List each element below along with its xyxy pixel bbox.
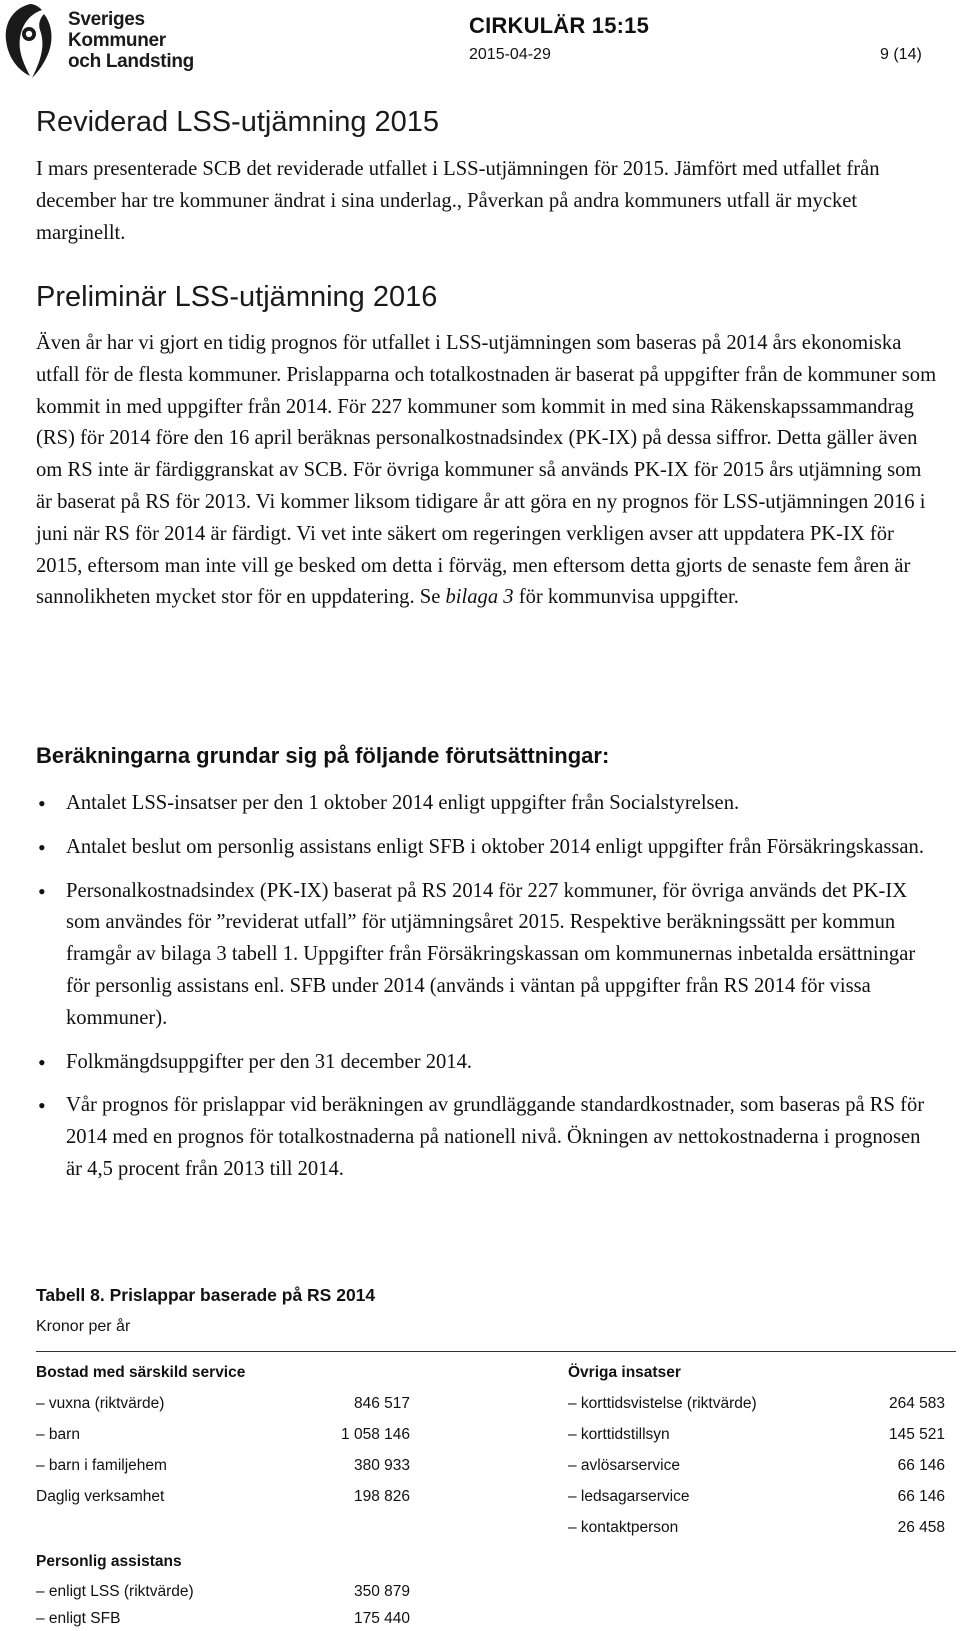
table-row-label: – vuxna (riktvärde) (36, 1395, 165, 1412)
section-heading-revised: Reviderad LSS-utjämning 2015 (36, 106, 440, 138)
table-unit: Kronor per år (36, 1318, 131, 1335)
table-row-value: 264 583 (888, 1395, 945, 1412)
table-row-label: Daglig verksamhet (36, 1488, 165, 1505)
table-row-label: – kontaktperson (568, 1519, 679, 1536)
logo-emblem-icon (0, 0, 60, 80)
section-heading-preliminary: Preliminär LSS-utjämning 2016 (36, 281, 438, 313)
table-row-value: 350 879 (353, 1583, 410, 1600)
table-row-label: – barn i familjehem (36, 1457, 167, 1474)
table-caption: Tabell 8. Prislappar baserade på RS 2014 (36, 1285, 376, 1305)
table-row-value: 198 826 (353, 1488, 410, 1505)
document-type: CIRKULÄR 15:15 (469, 13, 650, 38)
table-row-label: – ledsagarservice (568, 1488, 690, 1505)
table-row-value: 66 146 (897, 1488, 945, 1505)
logo-text-line: och Landsting (68, 51, 194, 72)
attachment-reference-link[interactable]: bilaga 3 (445, 586, 514, 609)
section-heading-assumptions: Beräkningarna grundar sig på följande förutsättningar: (36, 743, 610, 768)
table-row-label: – barn (36, 1426, 80, 1443)
page-number: 9 (14) (880, 46, 922, 63)
table-row-label: – avlösarservice (568, 1457, 680, 1474)
list-item: • Vår prognos för prislappar vid beräkningen av grundläggande standardkostnader, som baseras på RS för 2014 med en prognos för totalkostnaderna på nationell nivå. Ökningen av nettokostnaderna i prognosen är 4,5 procent från 2013 till 2014. (36, 1090, 941, 1185)
table-row-value: 846 517 (353, 1395, 410, 1412)
table-group-title: Övriga insatser (568, 1364, 681, 1381)
table-row-value: 380 933 (353, 1457, 410, 1474)
table-row-label: – enligt LSS (riktvärde) (36, 1583, 194, 1600)
table-group-title: Personlig assistans (36, 1553, 182, 1570)
paragraph-revised: I mars presenterade SCB det reviderade utfallet i LSS-utjämningen för 2015. Jämfört med utfallet från december har tre kommuner ändrat i sina underlag., Påverkan på andra kommuners utfall är mycket marginellt. (36, 158, 880, 244)
table-row-label: – korttidstillsyn (568, 1426, 670, 1443)
assumption-list (36, 788, 941, 1198)
list-item: • Antalet LSS-insatser per den 1 oktober 2014 enligt uppgifter från Socialstyrelsen. (36, 788, 941, 820)
list-item: • Antalet beslut om personlig assistans enligt SFB i oktober 2014 enligt uppgifter från Försäkringskassan. (36, 832, 941, 864)
table-row-label: – enligt SFB (36, 1610, 121, 1627)
paragraph-text: för kommunvisa uppgifter. (513, 586, 739, 609)
list-item: • Folkmängdsuppgifter per den 31 december 2014. (36, 1047, 941, 1079)
organization-logo (0, 0, 200, 82)
table-row-value: 145 521 (888, 1426, 945, 1443)
table-row-label: – korttidsvistelse (riktvärde) (568, 1395, 757, 1412)
logo-text-line: Sveriges (68, 9, 145, 30)
paragraph-preliminary (36, 328, 941, 614)
table-group-title: Bostad med särskild service (36, 1364, 246, 1381)
table-row-value: 1 058 146 (341, 1426, 410, 1443)
paragraph-text: Även år har vi gjort en tidig prognos för utfallet i LSS-utjämningen som baseras på 2014 års ekonomiska utfall för de flesta kommuner. Prislapparna och totalkostnaden är baserat på uppgifter från de kommuner som kommit in med uppgifter från 2014. För 227 kommuner som kommit in med sina Räkenskapssammandrag (RS) för 2014 före den 16 april beräknas personalkostnadsindex (PK-IX) på dessa siffror. Detta gäller även om RS inte är färdiggranskat av SCB. För övriga kommuner så används PK-IX för 2015 års utjämning som är baserat på RS för 2013. Vi kommer liksom tidigare år att göra en ny prognos för LSS-utjämningen 2016 i juni när RS för 2014 är färdigt. Vi vet inte säkert om regeringen verkligen avser att uppdatera PK-IX för 2015, eftersom man inte vill ge besked om detta i förväg, men eftersom detta gjorts de senaste fem åren är sannolikheten mycket stor för en uppdatering. Se (36, 332, 937, 609)
logo-text-line: Kommuner (68, 30, 166, 51)
table-divider (36, 1351, 956, 1352)
table-row-value: 175 440 (353, 1610, 410, 1627)
table-row-value: 66 146 (897, 1457, 945, 1474)
list-item: • Personalkostnadsindex (PK-IX) baserat på RS 2014 för 227 kommuner, för övriga används det PK-IX som användes för ”reviderat utfall” för utjämningsåret 2015. Respektive beräkningssätt per kommun framgår av bilaga 3 tabell 1. Uppgifter från Försäkringskassan om kommunernas inbetalda ersättningar för personlig assistans enl. SFB under 2014 (används i väntan på uppgifter från RS 2014 för vissa kommuner). (36, 876, 941, 1035)
document-date: 2015-04-29 (469, 46, 551, 63)
table-row-value: 26 458 (897, 1519, 945, 1536)
